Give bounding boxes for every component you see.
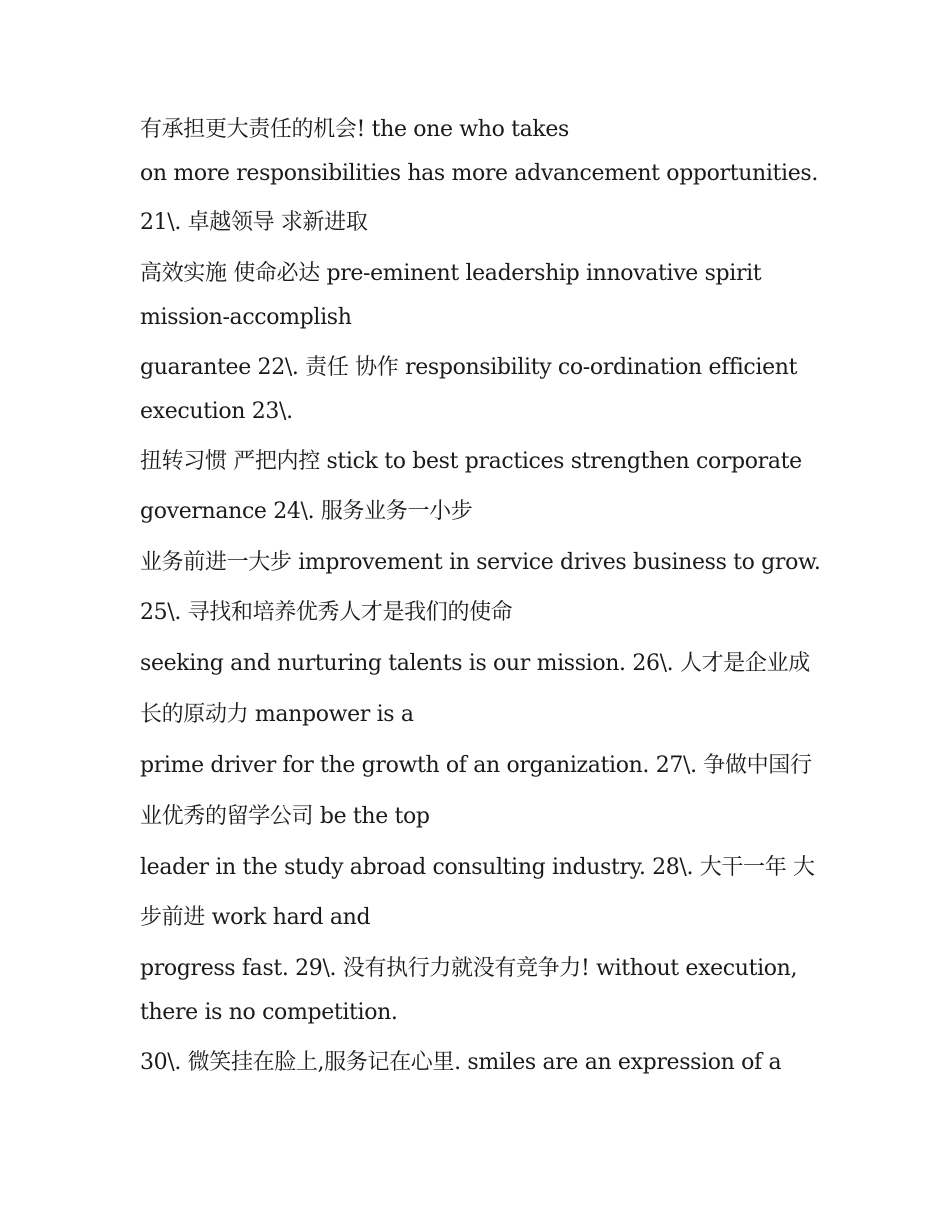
text-line: leader in the study abroad consulting industry. 28\. 大干一年 大 [140,855,815,880]
text-line: on more responsibilities has more advancement opportunities. [140,161,818,186]
text-line: progress fast. 29\. 没有执行力就没有竞争力! without execution, [140,956,798,981]
text-line: 业优秀的留学公司 be the top [140,804,430,829]
text-line: 有承担更大责任的机会! the one who takes [140,117,569,142]
text-line: 高效实施 使命必达 pre-eminent leadership innovative spirit [140,261,762,286]
text-line: 步前进 work hard and [140,905,371,930]
text-line: 业务前进一大步 improvement in service drives business to grow. [140,550,821,575]
text-line: there is no competition. [140,1000,398,1025]
text-line: 长的原动力 manpower is a [140,702,414,727]
text-line: 21\. 卓越领导 求新进取 [140,210,368,235]
text-line: 扭转习惯 严把内控 stick to best practices strengthen corporate [140,449,802,474]
text-line: seeking and nurturing talents is our mission. 26\. 人才是企业成 [140,651,810,676]
text-line: mission-accomplish [140,305,352,330]
text-line: 30\. 微笑挂在脸上,服务记在心里. smiles are an expression of a [140,1050,782,1075]
text-line: 25\. 寻找和培养优秀人才是我们的使命 [140,600,513,625]
text-line: guarantee 22\. 责任 协作 responsibility co-ordination efficient [140,355,798,380]
text-line: governance 24\. 服务业务一小步 [140,499,473,524]
text-line: prime driver for the growth of an organization. 27\. 争做中国行 [140,753,812,778]
text-line: execution 23\. [140,399,293,424]
